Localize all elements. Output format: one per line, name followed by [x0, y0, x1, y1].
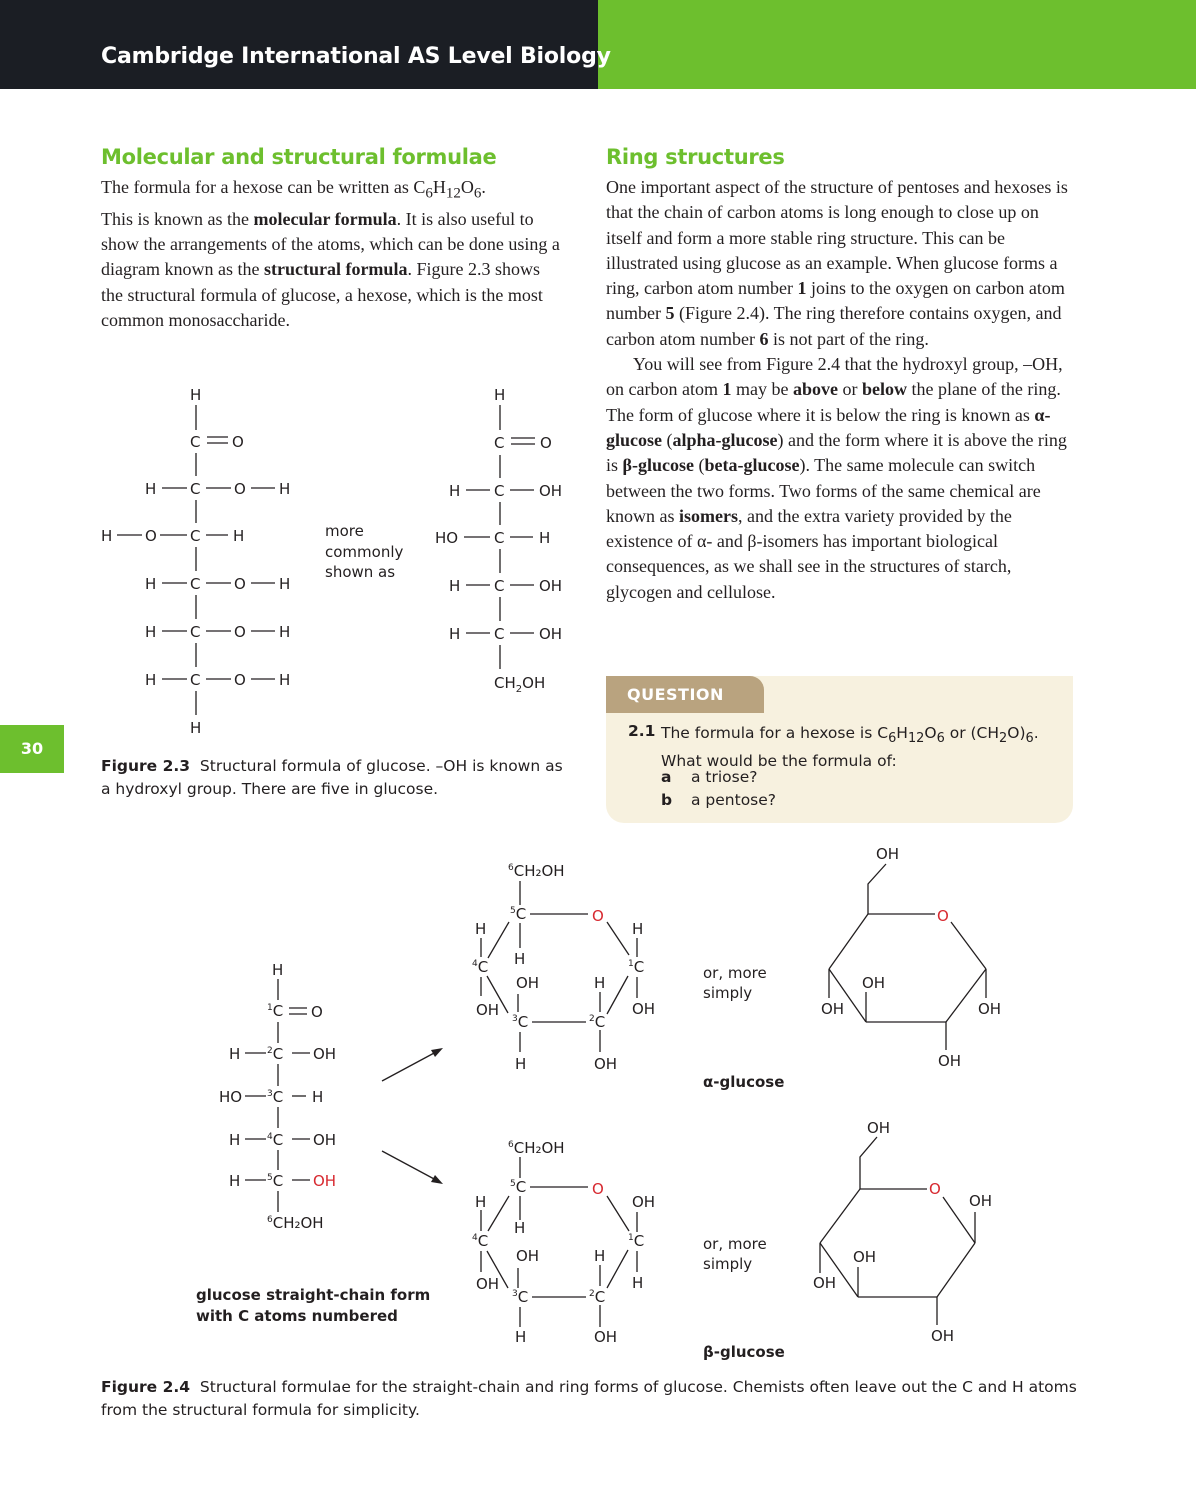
svg-text:OH: OH: [876, 845, 900, 863]
svg-text:H: H: [145, 623, 157, 641]
svg-text:or, more: or, more: [703, 1235, 767, 1253]
svg-text:6CH₂OH: $^6$CH₂OH: [508, 1139, 565, 1157]
svg-text:OH: OH: [978, 1000, 1002, 1018]
svg-text:C: C: [494, 577, 505, 595]
svg-text:H: H: [514, 950, 526, 968]
svg-text:O: O: [311, 1003, 323, 1021]
svg-text:HO: HO: [219, 1088, 243, 1106]
svg-text:C: C: [190, 480, 201, 498]
svg-text:C: C: [190, 671, 201, 689]
svg-text:3C: $^3$C: [512, 1013, 529, 1031]
svg-text:H: H: [449, 577, 461, 595]
svg-text:C: C: [190, 623, 201, 641]
svg-text:shown as: shown as: [325, 563, 396, 581]
figure-2-4-straight-chain: [196, 961, 430, 1325]
svg-text:with C atoms numbered: with C atoms numbered: [196, 1307, 398, 1325]
svg-text:OH: OH: [539, 482, 563, 500]
svg-text:O: O: [592, 907, 604, 925]
svg-text:5C: $^5$C: [267, 1172, 284, 1190]
svg-text:OH: OH: [516, 1247, 540, 1265]
figure-2-4-caption: Figure 2.4 Structural formulae for the straight-chain and ring forms of glucose. Chemists often leave out the C and H atoms from the structural formula for simplicity.: [101, 1378, 1077, 1419]
svg-text:O: O: [234, 671, 246, 689]
section-heading-ring: Ring structures: [606, 145, 785, 169]
svg-text:5C: $^5$C: [510, 905, 527, 923]
svg-text:OH: OH: [594, 1328, 618, 1346]
svg-text:OH: OH: [931, 1327, 955, 1345]
question-tab: QUESTION: [606, 676, 764, 713]
svg-text:OH: OH: [813, 1274, 837, 1292]
ring-paragraphs: One important aspect of the structure of pentoses and hexoses is that the chain of carbon atoms is long enough to close up on itself and form a more stable ring structure. This can be illustrated using glucose as an example. When glucose forms a ring, carbon atom number 1 joins to the oxygen on carbon atom number 5 (Figure 2.4). The ring therefore contains oxygen, and carbon atom number 6 is not part of the ring. You will see from Figure 2.4 that the hydroxyl group, –OH, on carbon atom 1 may be above or below the plane of the ring. The form of glucose where it is below the ring is known as α-glucose (alpha-glucose) and the form where it is above the ring is β-glucose (beta-glucose). The same molecule can switch between the two forms. Two forms of the same chemical are known as isomers, and the extra variety provided by the existence of α- and β-isomers has important biological consequences, as we shall see in the structures of starch, glycogen and cellulose.: [606, 177, 1068, 602]
svg-text:H: H: [594, 974, 606, 992]
svg-text:O: O: [937, 907, 949, 925]
svg-text:H: H: [475, 1193, 487, 1211]
svg-text:3C: $^3$C: [267, 1088, 284, 1106]
svg-text:HO: HO: [435, 529, 459, 547]
svg-text:OH: OH: [632, 1000, 656, 1018]
svg-text:2C: $^2$C: [589, 1013, 606, 1031]
svg-text:C: C: [190, 527, 201, 545]
svg-text:H: H: [101, 527, 113, 545]
question-part-b: b a pentose?: [661, 791, 777, 809]
svg-text:5C: $^5$C: [510, 1178, 527, 1196]
section-heading-formulae: Molecular and structural formulae: [101, 145, 497, 169]
svg-text:H: H: [233, 527, 245, 545]
svg-text:OH: OH: [862, 974, 886, 992]
svg-text:OH: OH: [938, 1052, 962, 1070]
svg-text:1C: $^1$C: [267, 1002, 284, 1020]
svg-text:4C: $^4$C: [472, 1232, 489, 1250]
svg-text:C: C: [494, 529, 505, 547]
svg-text:simply: simply: [703, 1255, 753, 1273]
svg-text:C: C: [494, 625, 505, 643]
svg-text:OH: OH: [313, 1045, 337, 1063]
svg-text:H: H: [279, 480, 291, 498]
svg-text:O: O: [234, 480, 246, 498]
svg-text:more: more: [325, 522, 364, 540]
svg-text:H: H: [145, 480, 157, 498]
svg-text:OH: OH: [313, 1131, 337, 1149]
svg-text:O: O: [592, 1180, 604, 1198]
svg-text:OH: OH: [539, 577, 563, 595]
svg-text:H: H: [475, 920, 487, 938]
svg-text:4C: $^4$C: [472, 958, 489, 976]
alpha-glucose-simple: [821, 845, 1001, 1070]
alpha-glucose-ring: [472, 862, 655, 1073]
svg-text:OH: OH: [969, 1192, 993, 1210]
svg-text:3C: $^3$C: [512, 1288, 529, 1306]
figure-2-3-right-structure: [435, 386, 562, 695]
svg-text:4C: $^4$C: [267, 1131, 284, 1149]
svg-text:glucose straight-chain form: glucose straight-chain form: [196, 1286, 431, 1304]
svg-text:H: H: [632, 920, 644, 938]
svg-text:or, more: or, more: [703, 964, 767, 982]
svg-text:2C: $^2$C: [267, 1045, 284, 1063]
svg-text:H: H: [539, 529, 551, 547]
svg-text:commonly: commonly: [325, 543, 404, 561]
beta-simple-text: [703, 1235, 785, 1361]
arrow-head-down: [431, 1175, 443, 1184]
svg-text:H: H: [272, 961, 284, 979]
beta-glucose-simple: [813, 1119, 992, 1345]
svg-text:H: H: [449, 482, 461, 500]
svg-text:OH: OH: [313, 1172, 337, 1190]
svg-text:β-glucose: β-glucose: [703, 1343, 785, 1361]
svg-text:H: H: [229, 1172, 241, 1190]
svg-text:α-glucose: α-glucose: [703, 1073, 785, 1091]
svg-text:O: O: [234, 575, 246, 593]
formulae-paragraph: The formula for a hexose can be written as $C_6H_{12}O_6$. This is known as the molecular formula. It is also useful to show the arrangements of the atoms, which can be done using a diagram known as the structural formula. Figure 2.3 shows the structural formula of glucose, a hexose, which is the most common monosaccharide.: [101, 177, 560, 331]
question-text: The formula for a hexose is $C_6H_{12}O_6$ or $(CH_2O)_6$. What would be the formula of:: [661, 724, 1039, 771]
svg-text:6CH₂OH: $^6$CH₂OH: [508, 862, 565, 880]
svg-text:H: H: [229, 1131, 241, 1149]
beta-glucose-ring: [472, 1139, 655, 1346]
svg-text:OH: OH: [867, 1119, 891, 1137]
svg-text:H: H: [190, 719, 202, 737]
svg-text:H: H: [515, 1055, 527, 1073]
svg-text:H: H: [145, 575, 157, 593]
svg-text:OH: OH: [476, 1275, 500, 1293]
svg-text:C: C: [190, 433, 201, 451]
svg-text:2C: $^2$C: [589, 1288, 606, 1306]
svg-text:O: O: [234, 623, 246, 641]
svg-text:C: C: [494, 482, 505, 500]
arrow-head-up: [431, 1048, 443, 1057]
svg-text:CH2OH: $CH_2OH$: [494, 674, 546, 695]
svg-text:1C: $^1$C: [628, 1232, 645, 1250]
svg-text:O: O: [145, 527, 157, 545]
svg-text:OH: OH: [853, 1248, 877, 1266]
svg-text:1C: $^1$C: [628, 958, 645, 976]
svg-text:6CH₂OH: $^6$CH₂OH: [267, 1214, 324, 1232]
svg-text:H: H: [449, 625, 461, 643]
svg-text:H: H: [279, 575, 291, 593]
svg-text:H: H: [279, 623, 291, 641]
figure-2-3-caption: Figure 2.3 Structural formula of glucose. –OH is known as a hydroxyl group. There are five in glucose.: [101, 757, 563, 798]
svg-text:C: C: [494, 434, 505, 452]
svg-text:O: O: [929, 1180, 941, 1198]
svg-text:H: H: [632, 1274, 644, 1292]
svg-text:H: H: [229, 1045, 241, 1063]
svg-text:H: H: [514, 1219, 526, 1237]
svg-text:H: H: [594, 1247, 606, 1265]
svg-text:H: H: [279, 671, 291, 689]
alpha-simple-text: [703, 964, 784, 1091]
svg-text:O: O: [540, 434, 552, 452]
question-number: 2.1: [628, 722, 656, 740]
svg-text:O: O: [232, 433, 244, 451]
figure-2-3-middle-text: [325, 522, 403, 581]
svg-text:OH: OH: [594, 1055, 618, 1073]
book-title: Cambridge International AS Level Biology: [101, 44, 611, 69]
svg-text:H: H: [312, 1088, 324, 1106]
svg-text:OH: OH: [539, 625, 563, 643]
svg-text:H: H: [494, 386, 506, 404]
svg-text:H: H: [515, 1328, 527, 1346]
svg-text:OH: OH: [516, 974, 540, 992]
svg-text:OH: OH: [821, 1000, 845, 1018]
svg-text:C: C: [190, 575, 201, 593]
svg-text:OH: OH: [476, 1001, 500, 1019]
svg-text:OH: OH: [632, 1193, 656, 1211]
page-number: 30: [0, 725, 64, 773]
svg-text:H: H: [145, 671, 157, 689]
question-part-a: a a triose?: [661, 768, 758, 786]
svg-text:simply: simply: [703, 984, 753, 1002]
svg-text:H: H: [190, 386, 202, 404]
